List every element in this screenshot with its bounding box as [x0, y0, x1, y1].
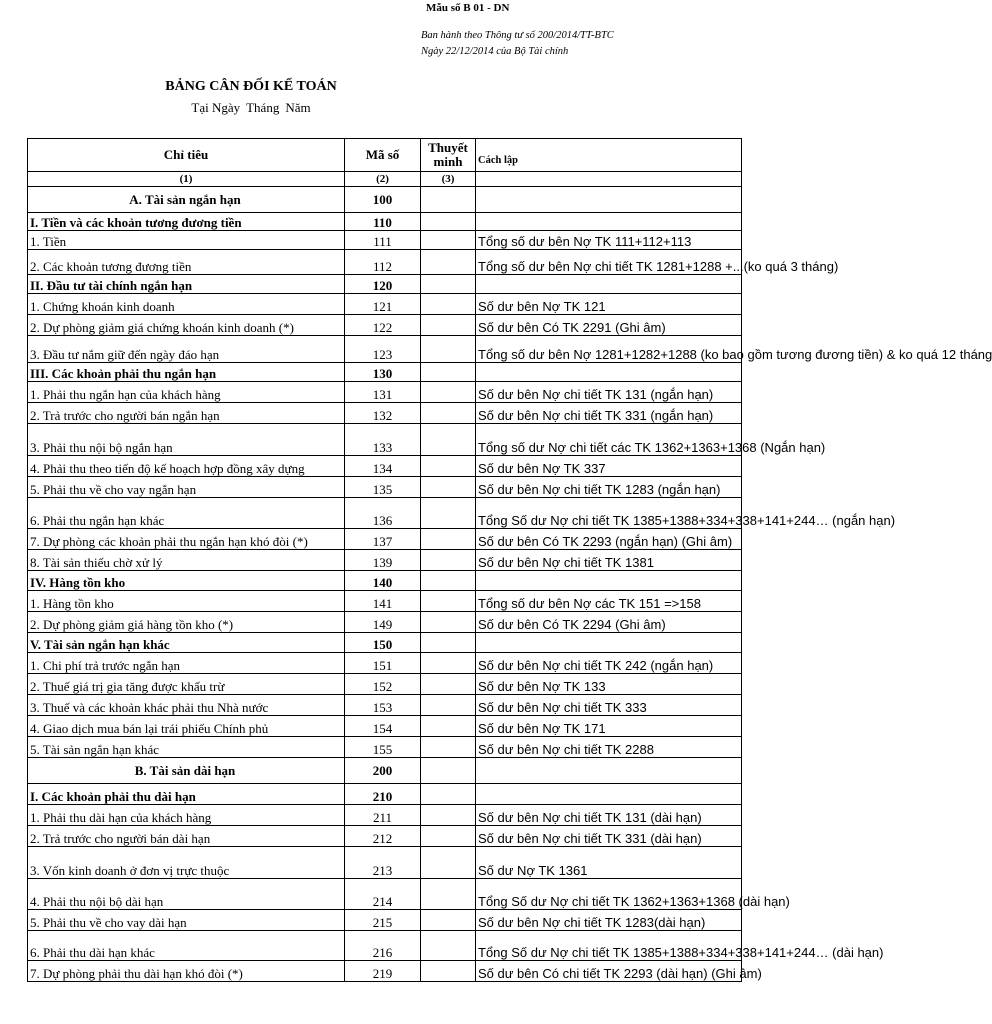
row-name: 2. Trả trước cho người bán ngắn hạn — [28, 403, 345, 424]
table-row — [28, 456, 742, 477]
row-code: 111 — [345, 231, 421, 250]
row-method: Tổng số dư bên Nợ TK 111+112+113 — [476, 231, 742, 250]
table-row — [28, 674, 742, 695]
page-title: BẢNG CÂN ĐỐI KẾ TOÁN — [165, 79, 337, 94]
row-code: 122 — [345, 315, 421, 336]
issuance-circular: Ban hành theo Thông tư số 200/2014/TT-BTC — [421, 30, 614, 41]
row-name: 1. Phải thu ngắn hạn của khách hàng — [28, 382, 345, 403]
row-note — [421, 213, 476, 231]
row-name: 1. Hàng tồn kho — [28, 591, 345, 612]
row-name: 2. Trả trước cho người bán dài hạn — [28, 826, 345, 847]
table-row — [28, 633, 742, 653]
row-code: 123 — [345, 336, 421, 363]
row-note — [421, 653, 476, 674]
row-note — [421, 336, 476, 363]
row-method: Số dư bên Nợ TK 133 — [476, 674, 742, 695]
row-name: A. Tài sản ngắn hạn — [28, 187, 345, 213]
row-note — [421, 847, 476, 879]
row-note — [421, 826, 476, 847]
issuance-note — [421, 28, 614, 60]
row-method — [476, 758, 742, 784]
row-name: 5. Phải thu về cho vay dài hạn — [28, 910, 345, 931]
table-row — [28, 363, 742, 382]
row-name: 1. Phải thu dài hạn của khách hàng — [28, 805, 345, 826]
table-row — [28, 931, 742, 961]
table-row — [28, 653, 742, 674]
row-method: Số dư bên Có chi tiết TK 2293 (dài hạn) (Ghi âm) — [476, 961, 742, 982]
row-code: 140 — [345, 571, 421, 591]
row-method: Số dư bên Có TK 2293 (ngắn hạn) (Ghi âm) — [476, 529, 742, 550]
row-method: Số dư bên Nợ TK 171 — [476, 716, 742, 737]
row-note — [421, 294, 476, 315]
row-name: 8. Tài sản thiếu chờ xử lý — [28, 550, 345, 571]
row-note — [421, 231, 476, 250]
table-row — [28, 477, 742, 498]
col-number-note: (3) — [421, 172, 476, 187]
row-note — [421, 931, 476, 961]
table-row — [28, 758, 742, 784]
date-prefix: Tại Ngày — [191, 100, 241, 115]
row-method: Số dư bên Nợ chi tiết TK 2288 — [476, 737, 742, 758]
row-method: Số dư bên Có TK 2291 (Ghi âm) — [476, 315, 742, 336]
row-name: 5. Phải thu về cho vay ngắn hạn — [28, 477, 345, 498]
table-row — [28, 550, 742, 571]
row-method — [476, 213, 742, 231]
row-method — [476, 363, 742, 382]
row-method: Số dư bên Nợ chi tiết TK 131 (ngắn hạn) — [476, 382, 742, 403]
table-row — [28, 231, 742, 250]
row-method: Số dư bên Có TK 2294 (Ghi âm) — [476, 612, 742, 633]
row-name: 6. Phải thu dài hạn khác — [28, 931, 345, 961]
table-row — [28, 403, 742, 424]
row-name: 4. Phải thu nội bộ dài hạn — [28, 879, 345, 910]
row-method: Số dư bên Nợ TK 121 — [476, 294, 742, 315]
row-note — [421, 805, 476, 826]
row-name: 3. Thuế và các khoản khác phải thu Nhà nước — [28, 695, 345, 716]
row-code: 132 — [345, 403, 421, 424]
row-name: 3. Đầu tư nắm giữ đến ngày đáo hạn — [28, 336, 345, 363]
table-row — [28, 424, 742, 456]
row-method: Số dư bên Nợ chi tiết TK 131 (dài hạn) — [476, 805, 742, 826]
row-name: 7. Dự phòng phải thu dài hạn khó đòi (*) — [28, 961, 345, 982]
date-month: Tháng — [246, 100, 280, 115]
row-method — [476, 187, 742, 213]
row-note — [421, 403, 476, 424]
row-code: 214 — [345, 879, 421, 910]
table-row — [28, 382, 742, 403]
row-method: Số dư bên Nợ chi tiết TK 1381 — [476, 550, 742, 571]
row-code: 150 — [345, 633, 421, 653]
row-method: Tổng số dư bên Nợ chi tiết TK 1281+1288 +...(ko quá 3 tháng) — [476, 250, 742, 275]
row-code: 149 — [345, 612, 421, 633]
row-name: 5. Tài sản ngắn hạn khác — [28, 737, 345, 758]
table-row — [28, 498, 742, 529]
row-note — [421, 529, 476, 550]
row-name: 2. Thuế giá trị gia tăng được khấu trừ — [28, 674, 345, 695]
row-name: 7. Dự phòng các khoản phải thu ngắn hạn khó đòi (*) — [28, 529, 345, 550]
row-code: 134 — [345, 456, 421, 477]
table-row — [28, 716, 742, 737]
row-code: 212 — [345, 826, 421, 847]
table-row — [28, 529, 742, 550]
row-code: 130 — [345, 363, 421, 382]
row-code: 110 — [345, 213, 421, 231]
table-row — [28, 784, 742, 805]
row-code: 211 — [345, 805, 421, 826]
table-row — [28, 315, 742, 336]
row-method: Số dư Nợ TK 1361 — [476, 847, 742, 879]
table-row — [28, 612, 742, 633]
row-name: I. Tiền và các khoản tương đương tiền — [28, 213, 345, 231]
table-row — [28, 591, 742, 612]
row-code: 155 — [345, 737, 421, 758]
row-note — [421, 674, 476, 695]
row-note — [421, 633, 476, 653]
row-note — [421, 382, 476, 403]
row-code: 215 — [345, 910, 421, 931]
row-name: 3. Phải thu nội bộ ngắn hạn — [28, 424, 345, 456]
table-row — [28, 571, 742, 591]
row-method: Số dư bên Nợ chi tiết TK 1283(dài hạn) — [476, 910, 742, 931]
row-code: 137 — [345, 529, 421, 550]
row-name: III. Các khoản phải thu ngắn hạn — [28, 363, 345, 382]
row-note — [421, 879, 476, 910]
row-code: 151 — [345, 653, 421, 674]
row-note — [421, 315, 476, 336]
row-note — [421, 695, 476, 716]
row-note — [421, 477, 476, 498]
report-date-line — [0, 100, 502, 116]
row-name: 2. Các khoản tương đương tiền — [28, 250, 345, 275]
row-note — [421, 737, 476, 758]
row-code: 141 — [345, 591, 421, 612]
table-row — [28, 879, 742, 910]
row-note — [421, 550, 476, 571]
row-note — [421, 275, 476, 294]
row-method: Số dư bên Nợ chi tiết TK 242 (ngắn hạn) — [476, 653, 742, 674]
row-code: 100 — [345, 187, 421, 213]
row-method: Số dư bên Nợ chi tiết TK 1283 (ngắn hạn) — [476, 477, 742, 498]
row-note — [421, 571, 476, 591]
row-name: 2. Dự phòng giảm giá chứng khoán kinh doanh (*) — [28, 315, 345, 336]
row-name: 2. Dự phòng giảm giá hàng tồn kho (*) — [28, 612, 345, 633]
row-note — [421, 424, 476, 456]
row-code: 213 — [345, 847, 421, 879]
table-row — [28, 737, 742, 758]
row-code: 219 — [345, 961, 421, 982]
table-row — [28, 213, 742, 231]
row-code: 131 — [345, 382, 421, 403]
row-note — [421, 250, 476, 275]
row-note — [421, 612, 476, 633]
row-name: IV. Hàng tồn kho — [28, 571, 345, 591]
row-name: 1. Tiền — [28, 231, 345, 250]
row-method — [476, 784, 742, 805]
table-row — [28, 695, 742, 716]
row-note — [421, 910, 476, 931]
row-code: 135 — [345, 477, 421, 498]
row-note — [421, 498, 476, 529]
row-name: 3. Vốn kinh doanh ở đơn vị trực thuộc — [28, 847, 345, 879]
row-note — [421, 591, 476, 612]
table-row — [28, 336, 742, 363]
header-note: Thuyết minh — [421, 139, 476, 172]
row-method: Số dư bên Nợ chi tiết TK 331 (ngắn hạn) — [476, 403, 742, 424]
row-method — [476, 571, 742, 591]
row-method — [476, 633, 742, 653]
form-code: Mẫu số B 01 - DN — [426, 2, 510, 14]
col-number-code: (2) — [345, 172, 421, 187]
header-method: Cách lập — [476, 139, 742, 172]
row-note — [421, 784, 476, 805]
row-note — [421, 363, 476, 382]
table-row — [28, 187, 742, 213]
row-code: 216 — [345, 931, 421, 961]
row-name: 6. Phải thu ngắn hạn khác — [28, 498, 345, 529]
row-method: Số dư bên Nợ chi tiết TK 331 (dài hạn) — [476, 826, 742, 847]
col-number-method — [476, 172, 742, 187]
row-code: 153 — [345, 695, 421, 716]
row-code: 136 — [345, 498, 421, 529]
row-name: B. Tài sản dài hạn — [28, 758, 345, 784]
row-name: V. Tài sản ngắn hạn khác — [28, 633, 345, 653]
balance-sheet-table — [27, 138, 992, 982]
row-note — [421, 961, 476, 982]
row-note — [421, 187, 476, 213]
column-number-row — [28, 172, 742, 187]
row-note — [421, 456, 476, 477]
table-row — [28, 275, 742, 294]
row-code: 120 — [345, 275, 421, 294]
row-code: 112 — [345, 250, 421, 275]
row-name: I. Các khoản phải thu dài hạn — [28, 784, 345, 805]
row-method: Tổng số dư Nợ chi tiết các TK 1362+1363+1368 (Ngắn hạn) — [476, 424, 742, 456]
header-code: Mã số — [345, 139, 421, 172]
col-number-name: (1) — [28, 172, 345, 187]
table-row — [28, 826, 742, 847]
row-note — [421, 716, 476, 737]
table-row — [28, 910, 742, 931]
row-name: 1. Chứng khoán kinh doanh — [28, 294, 345, 315]
header-name: Chỉ tiêu — [28, 139, 345, 172]
table-row — [28, 805, 742, 826]
table-row — [28, 294, 742, 315]
row-method: Tổng Số dư Nợ chi tiết TK 1385+1388+334+338+141+244… (dài hạn) — [476, 931, 742, 961]
row-method: Số dư bên Nợ chi tiết TK 333 — [476, 695, 742, 716]
table-row — [28, 250, 742, 275]
issuance-date: Ngày 22/12/2014 của Bộ Tài chính — [421, 46, 569, 57]
table-row — [28, 847, 742, 879]
row-code: 152 — [345, 674, 421, 695]
row-method: Tổng số dư bên Nợ các TK 151 =>158 — [476, 591, 742, 612]
row-method: Tổng số dư bên Nợ 1281+1282+1288 (ko bao gồm tương đương tiền) & ko quá 12 tháng — [476, 336, 742, 363]
row-code: 121 — [345, 294, 421, 315]
row-name: 4. Giao dịch mua bán lại trái phiếu Chính phủ — [28, 716, 345, 737]
row-name: 1. Chi phí trả trước ngắn hạn — [28, 653, 345, 674]
table-header-row — [28, 139, 742, 172]
row-name: II. Đầu tư tài chính ngắn hạn — [28, 275, 345, 294]
row-code: 200 — [345, 758, 421, 784]
row-code: 139 — [345, 550, 421, 571]
row-code: 210 — [345, 784, 421, 805]
row-code: 154 — [345, 716, 421, 737]
date-year: Năm — [285, 100, 311, 115]
row-name: 4. Phải thu theo tiến độ kế hoạch hợp đồng xây dựng — [28, 456, 345, 477]
row-method: Tổng Số dư Nợ chi tiết TK 1385+1388+334+338+141+244… (ngắn hạn) — [476, 498, 742, 529]
row-code: 133 — [345, 424, 421, 456]
table-row — [28, 961, 742, 982]
row-method: Tổng Số dư Nợ chi tiết TK 1362+1363+1368 (dài hạn) — [476, 879, 742, 910]
row-note — [421, 758, 476, 784]
row-method — [476, 275, 742, 294]
row-method: Số dư bên Nợ TK 337 — [476, 456, 742, 477]
